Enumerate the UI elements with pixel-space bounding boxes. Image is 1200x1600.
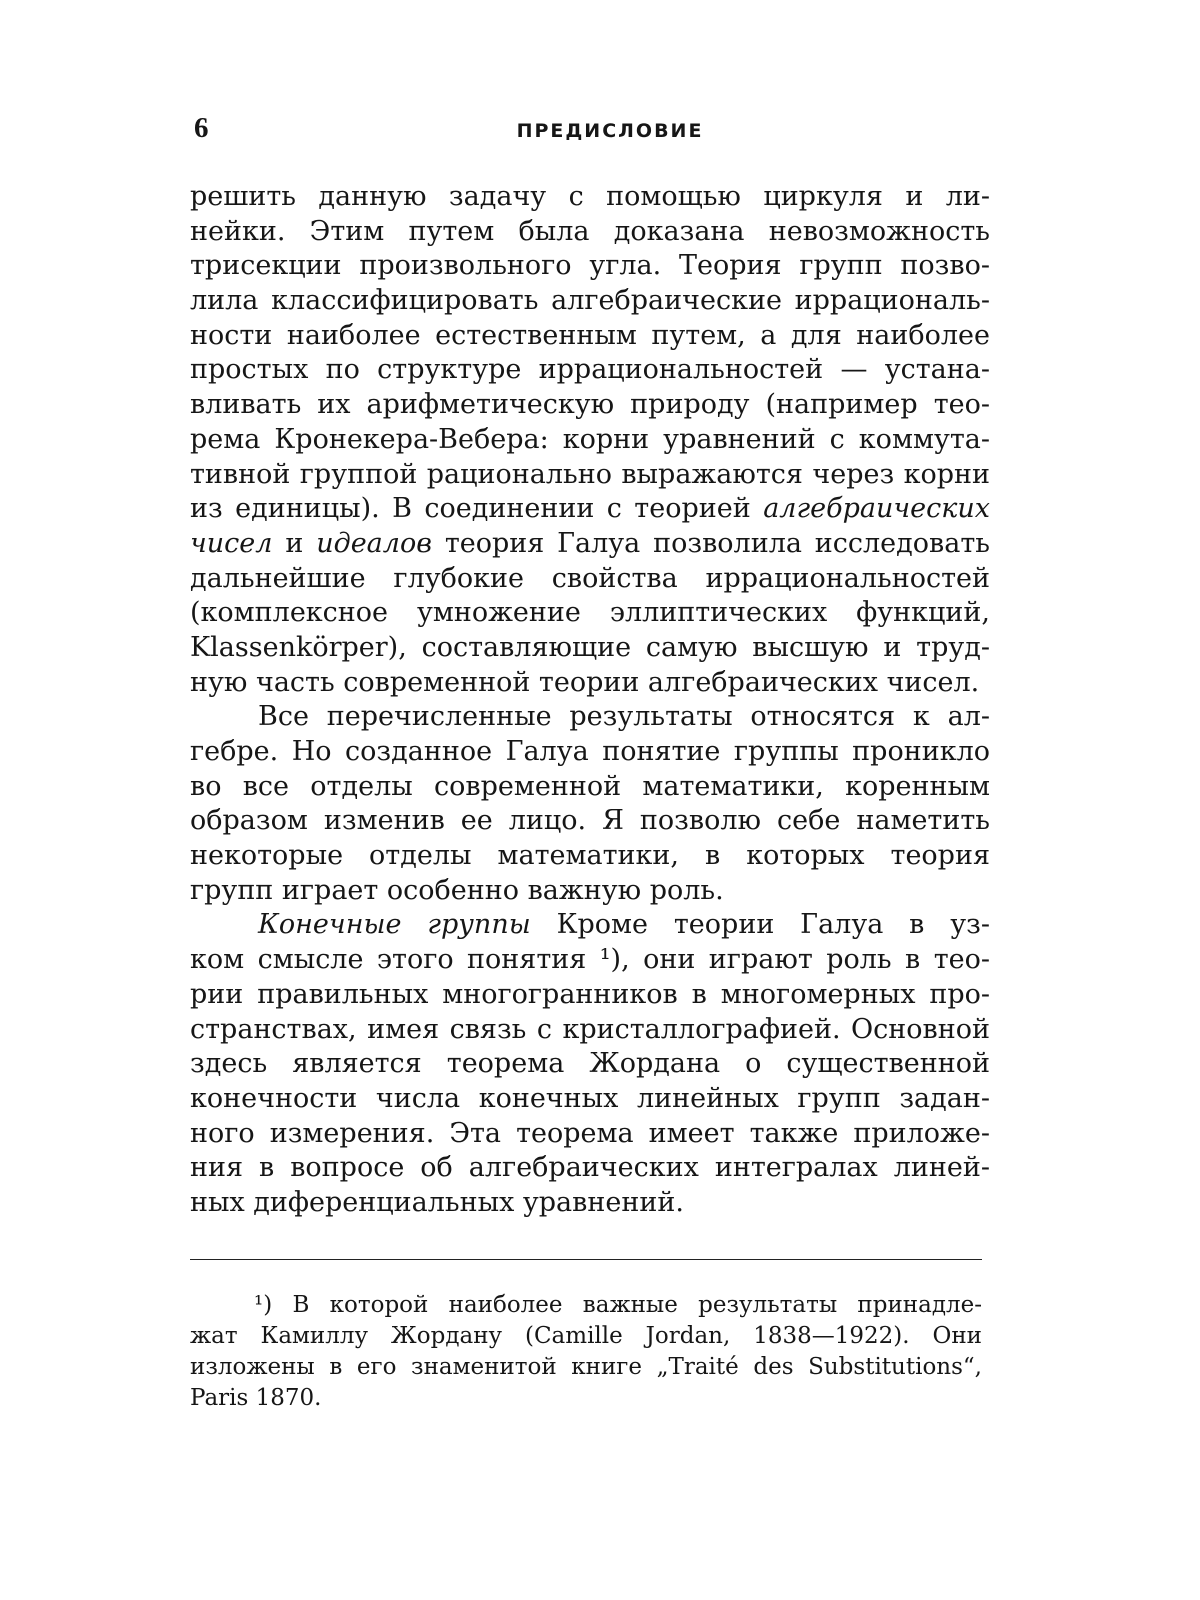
text-line-with-italic (190, 492, 990, 527)
text-line: тивной группой рационально выражаются через корни (190, 458, 990, 490)
text-line: ности наиболее естественным путем, а для наиболее (190, 319, 990, 351)
text-line: простых по структуре иррациональностей — устана- (190, 354, 990, 386)
italic-term-numbers: чисел (190, 527, 273, 559)
text-line: групп играет особенно важную роль. (190, 874, 724, 906)
text-line: гебре. Но созданное Галуа понятие группы проникло (190, 736, 990, 767)
page-number: 6 (194, 112, 209, 144)
footnote-divider (190, 1259, 982, 1260)
footnote-line: изложены в его знаменитой книге „Traité des Substitutions“, (190, 1354, 982, 1380)
footnote-line: жат Камиллу Жордану (Camille Jordan, 1838—1922). Они (190, 1323, 982, 1349)
text-line-plain: Кроме теории Галуа в уз- (556, 909, 990, 941)
text-line: Klassenkörper), составляющие самую высшую и труд- (190, 631, 990, 663)
text-line: рии правильных многогранников в многомерных про- (190, 978, 990, 1010)
text-line-with-italic (190, 908, 990, 943)
italic-term-algebraic: алгебраических (763, 493, 990, 525)
main-text (190, 180, 990, 1221)
italic-term-finite-groups: Конечные группы (258, 909, 531, 941)
text-line: решить данную задачу с помощью циркуля и ли- (190, 181, 990, 212)
running-head: ПРЕДИСЛОВИЕ (516, 120, 704, 142)
footnote (190, 1290, 982, 1414)
text-line-plain: из единицы). В соединении с теорией (190, 493, 751, 525)
text-line: лила классифицировать алгебраические иррациональ- (190, 285, 990, 317)
text-line: ного измерения. Эта теорема имеет также приложе- (190, 1117, 990, 1149)
text-line: трисекции произвольного угла. Теория групп позво- (190, 250, 990, 282)
text-line: образом изменив ее лицо. Я позволю себе наметить (190, 805, 990, 837)
text-line: рема Кронекера-Вебера: корни уравнений с коммута- (190, 423, 990, 455)
text-line: ком смысле этого понятия ¹), они играют роль в тео- (190, 944, 990, 976)
text-line: (комплексное умножение эллиптических функций, (190, 597, 990, 629)
text-line: ных диференциальных уравнений. (190, 1186, 684, 1218)
italic-term-ideals: идеалов (316, 527, 432, 559)
text-line: Все перечисленные результаты относятся к ал- (258, 701, 990, 733)
text-line: странствах, имея связь с кристаллографией. Основной (190, 1013, 990, 1045)
footnote-line: ¹) В которой наиболее важные результаты принадле- (254, 1292, 982, 1318)
text-line: ную часть современной теории алгебраических чисел. (190, 666, 980, 698)
text-line-with-italic (190, 527, 990, 562)
footnote-line: Paris 1870. (190, 1385, 322, 1411)
text-line: конечности числа конечных линейных групп задан- (190, 1082, 990, 1114)
text-line: вливать их арифметическую природу (например тео- (190, 389, 990, 421)
text-line: ния в вопросе об алгебраических интегралах линей- (190, 1152, 990, 1184)
text-line-plain: теория Галуа позволила исследовать (444, 527, 990, 559)
text-line: некоторые отделы математики, в которых теория (190, 840, 990, 872)
text-line: во все отделы современной математики, коренным (190, 770, 990, 802)
text-line-plain: и (285, 527, 304, 559)
page-header (190, 112, 990, 152)
text-line: здесь является теорема Жордана о существенной (190, 1048, 990, 1080)
text-line: дальнейшие глубокие свойства иррациональностей (190, 562, 990, 594)
text-line: нейки. Этим путем была доказана невозможность (190, 215, 990, 247)
